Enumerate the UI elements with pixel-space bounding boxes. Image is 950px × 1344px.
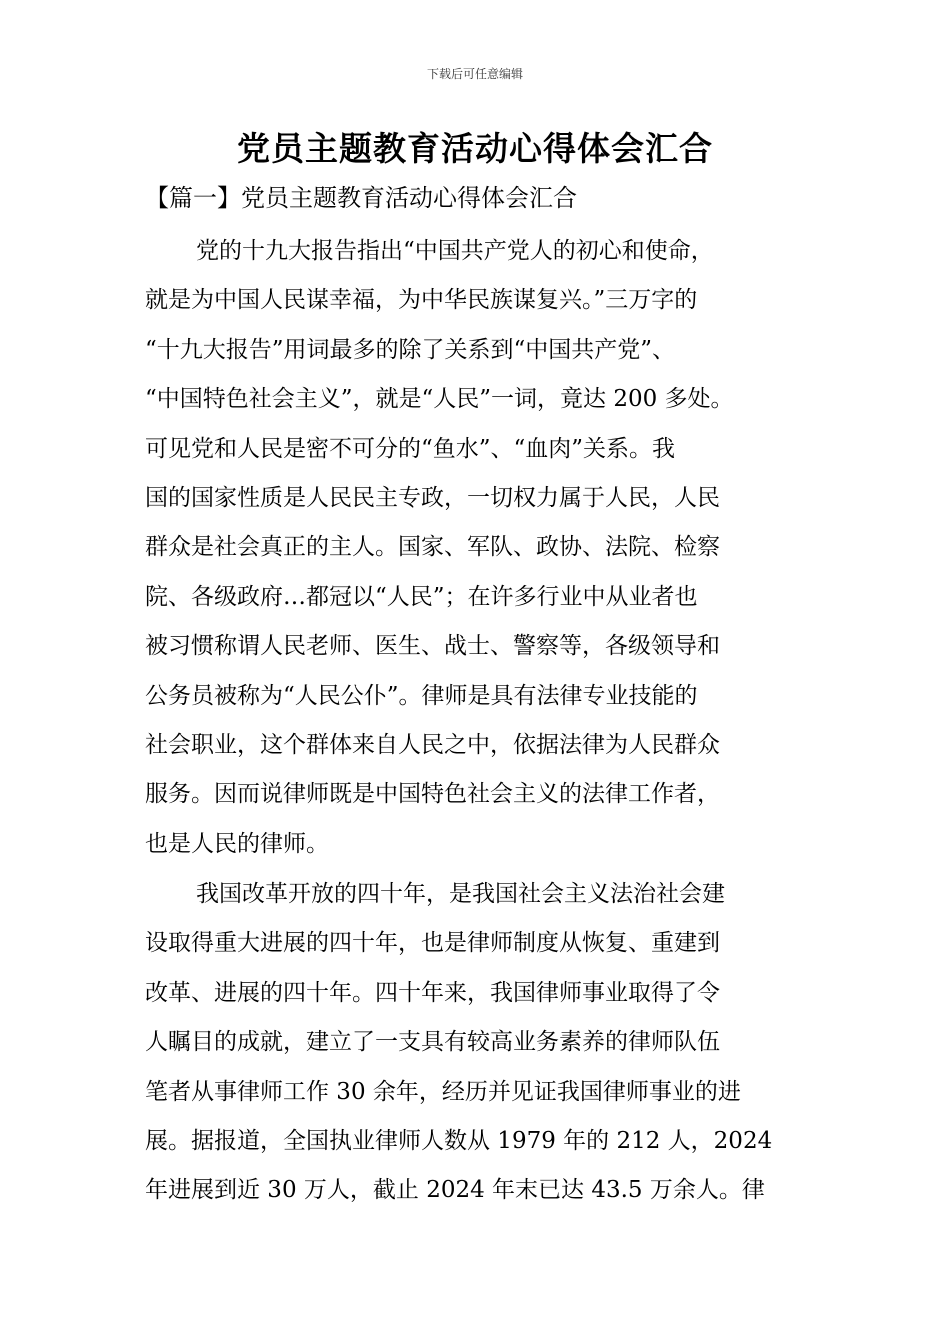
paragraph-1 xyxy=(145,227,815,869)
paragraph-line: 院、各级政府…都冠以“人民”；在许多行业中从业者也 xyxy=(145,583,698,610)
paragraph-line: 被习惯称谓人民老师、医生、战士、警察等，各级领导和 xyxy=(145,633,720,660)
paragraph-line: “中国特色社会主义”，就是“人民”一词，竟达 200 多处。 xyxy=(145,386,734,413)
paragraph-line: “十九大报告”用词最多的除了关系到“中国共产党”、 xyxy=(145,336,676,363)
paragraph-line: 可见党和人民是密不可分的“鱼水”、“血肉”关系。我 xyxy=(145,435,676,462)
paragraph-2 xyxy=(145,870,815,1216)
paragraph-line: 群众是社会真正的主人。国家、军队、政协、法院、检察 xyxy=(145,534,720,561)
paragraph-line: 也是人民的律师。 xyxy=(145,830,329,857)
paragraph-line: 就是为中国人民谋幸福，为中华民族谋复兴。”三万字的 xyxy=(145,287,698,314)
document-title: 党员主题教育活动心得体会汇合 xyxy=(237,129,713,168)
paragraph-line: 社会职业，这个群体来自人民之中，依据法律为人民群众 xyxy=(145,731,720,758)
paragraph-line: 改革、进展的四十年。四十年来，我国律师事业取得了令 xyxy=(145,979,720,1006)
paragraph-line: 人瞩目的成就，建立了一支具有较高业务素养的律师队伍 xyxy=(145,1029,720,1056)
paragraph-line: 笔者从事律师工作 30 余年，经历并见证我国律师事业的进 xyxy=(145,1078,741,1105)
paragraph-line: 年进展到近 30 万人，截止 2024 年末已达 43.5 万余人。律 xyxy=(145,1177,765,1204)
paragraph-line: 党的十九大报告指出“中国共产党人的初心和使命， xyxy=(196,238,714,264)
paragraph-line: 设取得重大进展的四十年，也是律师制度从恢复、重建到 xyxy=(145,930,720,957)
paragraph-line: 公务员被称为“人民公仆”。律师是具有法律专业技能的 xyxy=(145,682,698,709)
paragraph-line: 服务。因而说律师既是中国特色社会主义的法律工作者， xyxy=(145,781,720,808)
paragraph-line: 国的国家性质是人民民主专政，一切权力属于人民，人民 xyxy=(145,484,720,511)
paragraph-line: 我国改革开放的四十年，是我国社会主义法治社会建 xyxy=(196,881,725,907)
paragraph-line: 展。据报道，全国执业律师人数从 1979 年的 212 人，2024 xyxy=(145,1127,773,1154)
page-header-note: 下载后可任意编辑 xyxy=(426,67,523,81)
section-heading: 【篇一】党员主题教育活动心得体会汇合 xyxy=(145,184,577,212)
